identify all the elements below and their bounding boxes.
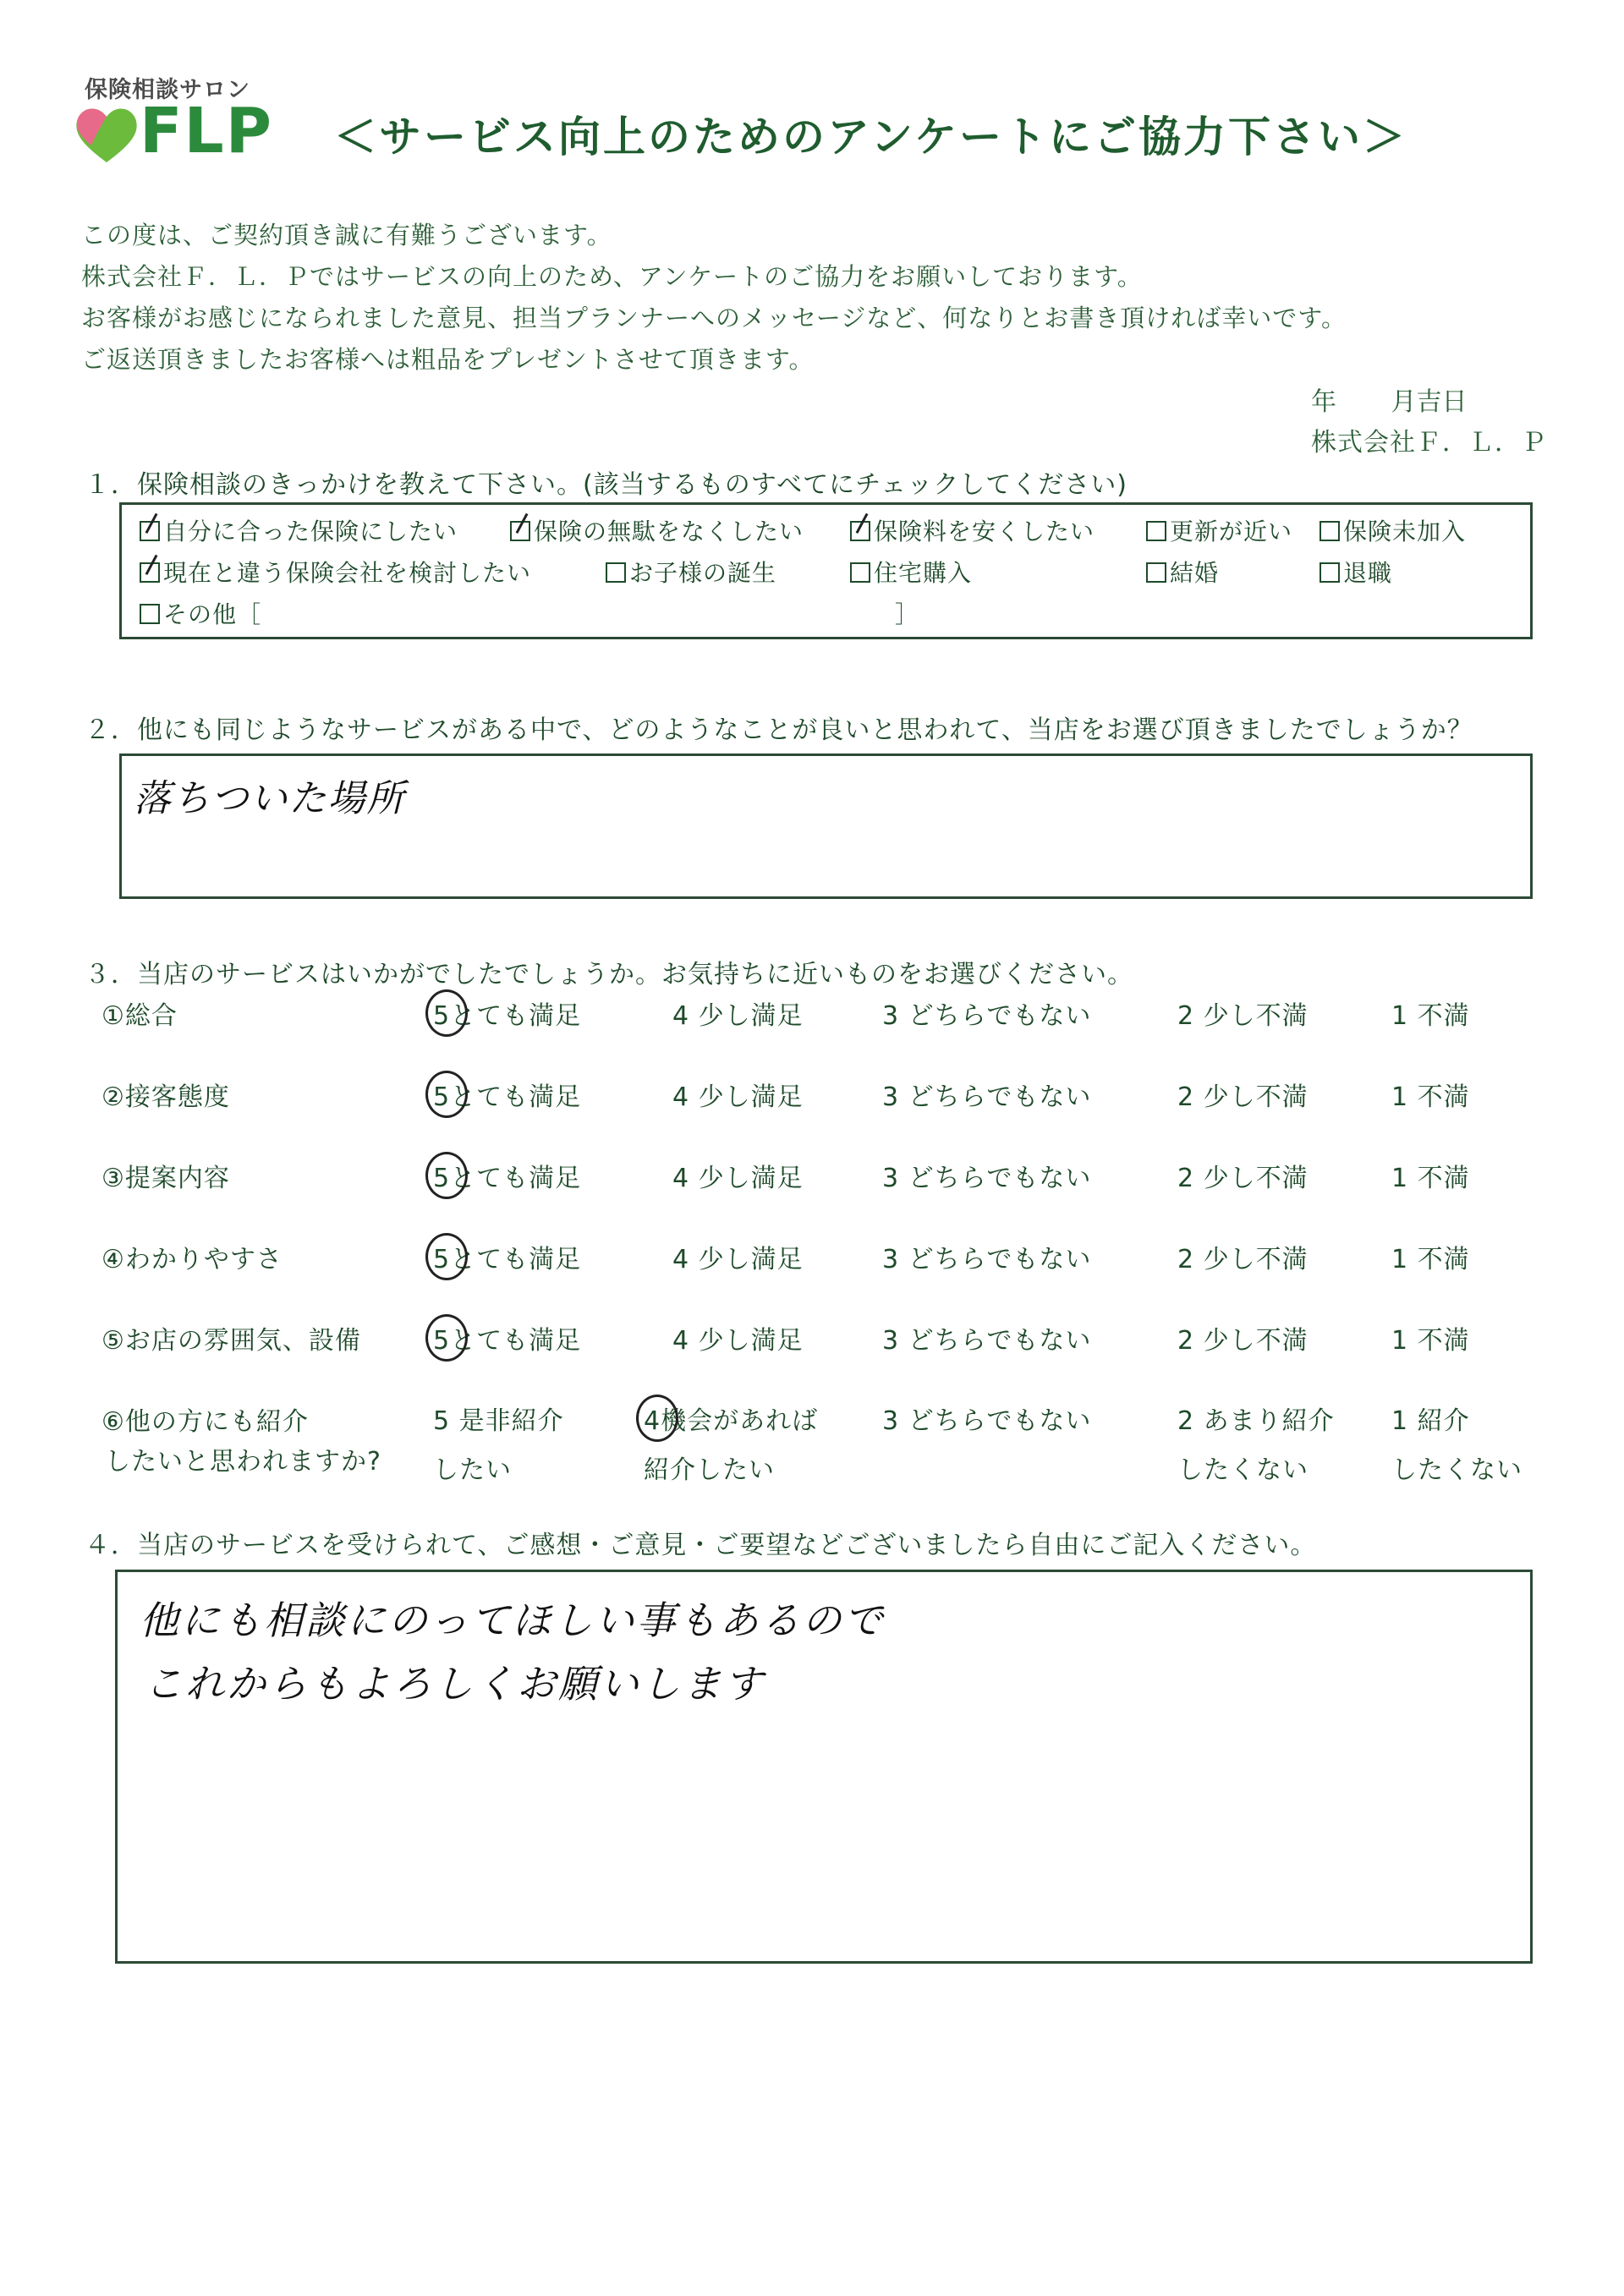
q4-handwritten-line-1: 他にも相談にのってほしい事もあるので: [140, 1597, 886, 1643]
q1-option-4[interactable]: 保険未加入: [1320, 513, 1466, 547]
q3-row-label-4: ④わかりやすさ: [102, 1245, 283, 1274]
q1-option-9[interactable]: 退職: [1320, 555, 1392, 589]
q3-row2-opt-2[interactable]: 2 少し不満: [1177, 1082, 1309, 1112]
q3-row1-opt-4[interactable]: 4 少し満足: [672, 1001, 804, 1031]
checkbox-icon[interactable]: [850, 521, 870, 541]
checkbox-icon[interactable]: [510, 521, 530, 541]
company-name: 株式会社Ｆ．Ｌ．Ｐ: [1311, 428, 1547, 458]
selection-circle-icon: [636, 1395, 678, 1442]
heart-logo-icon: [73, 103, 140, 164]
date-line: [1311, 381, 1468, 418]
q1-option-other[interactable]: その他［: [140, 596, 261, 630]
q1-option-7[interactable]: 住宅購入: [850, 555, 972, 589]
q3-row2-opt-1[interactable]: 1 不満: [1391, 1082, 1470, 1112]
q1-option-6[interactable]: お子様の誕生: [606, 555, 776, 589]
q3-row-label-1: ①総合: [102, 1001, 178, 1031]
q3-row2-opt-4[interactable]: 4 少し満足: [672, 1082, 804, 1112]
q3-row4-opt-1[interactable]: 1 不満: [1391, 1245, 1470, 1274]
q1-option-3[interactable]: 更新が近い: [1146, 513, 1292, 547]
q3-row3-opt-2[interactable]: 2 少し不満: [1177, 1164, 1309, 1193]
q1-option-8[interactable]: 結婚: [1146, 555, 1219, 589]
q3-row1-opt-5[interactable]: 5とても満足: [433, 995, 581, 1032]
date-monthday: 月吉日: [1391, 387, 1468, 417]
q3-row4-opt-2[interactable]: 2 少し不満: [1177, 1245, 1309, 1274]
q1-option-1[interactable]: 保険の無駄をなくしたい: [510, 513, 804, 547]
checkbox-icon[interactable]: [1146, 562, 1166, 583]
q3-row5-opt-3[interactable]: 3 どちらでもない: [882, 1326, 1092, 1356]
q3-row3-opt-5[interactable]: 5とても満足: [433, 1157, 581, 1194]
date-year: 年: [1311, 387, 1336, 417]
intro-line-2: 株式会社Ｆ．Ｌ．Ｐではサービスの向上のため、アンケートのご協力をお願いしております。: [81, 262, 1143, 291]
checkbox-icon[interactable]: [606, 562, 626, 583]
q3-row6-opt-3[interactable]: 3 どちらでもない: [882, 1406, 1092, 1436]
q4-handwritten-line-2: これからもよろしくお願いします: [144, 1661, 765, 1707]
q1-option-0[interactable]: 自分に合った保険にしたい: [140, 513, 458, 547]
q3-row3-opt-4[interactable]: 4 少し満足: [672, 1164, 804, 1193]
q3-row3-opt-1[interactable]: 1 不満: [1391, 1164, 1470, 1193]
q3-row-label-2: ②接客態度: [102, 1082, 230, 1112]
logo-flp: FLP: [140, 95, 273, 167]
q3-title: ３．当店のサービスはいかがでしたでしょうか。お気持ちに近いものをお選びください。: [85, 960, 1133, 989]
q1-option-2[interactable]: 保険料を安くしたい: [850, 513, 1095, 547]
checkbox-icon[interactable]: [140, 604, 160, 624]
logo-subtitle: 保険相談サロン: [85, 77, 250, 103]
q3-row1-opt-3[interactable]: 3 どちらでもない: [882, 1001, 1092, 1031]
q3-row-label-3: ③提案内容: [102, 1164, 230, 1193]
checkbox-icon[interactable]: [140, 562, 160, 583]
checkbox-icon[interactable]: [850, 562, 870, 583]
q2-handwritten-answer: 落ちついた場所: [134, 777, 406, 820]
q3-row-label-5: ⑤お店の雰囲気、設備: [102, 1326, 361, 1356]
q3-row6-label-2: したいと思われますか?: [105, 1447, 381, 1477]
q3-row4-opt-5[interactable]: 5とても満足: [433, 1238, 581, 1275]
q3-row6-opt-1[interactable]: 1 紹介 したくない: [1391, 1406, 1522, 1485]
checkbox-icon[interactable]: [1146, 521, 1166, 541]
q1-other-close: ］: [895, 600, 920, 628]
page-title: ＜サービス向上のためのアンケートにご協力下さい＞: [334, 112, 1407, 162]
q3-row6-label-1: ⑥他の方にも紹介: [102, 1407, 309, 1437]
q1-option-5[interactable]: 現在と違う保険会社を検討したい: [140, 555, 531, 589]
q3-row6-opt-2[interactable]: 2 あまり紹介 したくない: [1177, 1406, 1335, 1485]
q3-row3-opt-3[interactable]: 3 どちらでもない: [882, 1164, 1092, 1193]
q3-row4-opt-4[interactable]: 4 少し満足: [672, 1245, 804, 1274]
checkbox-icon[interactable]: [1320, 562, 1340, 583]
q3-row1-opt-1[interactable]: 1 不満: [1391, 1001, 1470, 1031]
q3-row4-opt-3[interactable]: 3 どちらでもない: [882, 1245, 1092, 1274]
q1-title: １．保険相談のきっかけを教えて下さい。(該当するものすべてにチェックしてください): [85, 470, 1127, 500]
q3-row5-opt-4[interactable]: 4 少し満足: [672, 1326, 804, 1356]
q4-title: ４．当店のサービスを受けられて、ご感想・ご意見・ご要望などございましたら自由にご記入ください。: [85, 1531, 1317, 1560]
q3-row6-opt-5[interactable]: 5 是非紹介 したい: [433, 1406, 564, 1485]
q3-row6-opt-4[interactable]: 4機会があれば 紹介したい: [644, 1400, 818, 1486]
q3-row2-opt-5[interactable]: 5とても満足: [433, 1076, 581, 1113]
q2-title: ２．他にも同じようなサービスがある中で、どのようなことが良いと思われて、当店をお選び頂きましたでしょうか？: [85, 715, 1473, 745]
selection-circle-icon: [425, 1152, 468, 1199]
q3-row1-opt-2[interactable]: 2 少し不満: [1177, 1001, 1309, 1031]
selection-circle-icon: [425, 1314, 468, 1362]
checkbox-icon[interactable]: [1320, 521, 1340, 541]
intro-line-1: この度は、ご契約頂き誠に有難うございます。: [81, 221, 612, 249]
q3-row5-opt-5[interactable]: 5とても満足: [433, 1319, 581, 1356]
selection-circle-icon: [425, 989, 468, 1037]
q3-row5-opt-1[interactable]: 1 不満: [1391, 1326, 1470, 1356]
intro-line-4: ご返送頂きましたお客様へは粗品をプレゼントさせて頂きます。: [81, 345, 815, 374]
selection-circle-icon: [425, 1071, 468, 1118]
checkbox-icon[interactable]: [140, 521, 160, 541]
selection-circle-icon: [425, 1233, 468, 1280]
q3-row5-opt-2[interactable]: 2 少し不満: [1177, 1326, 1309, 1356]
q3-row2-opt-3[interactable]: 3 どちらでもない: [882, 1082, 1092, 1112]
intro-line-3: お客様がお感じになられました意見、担当プランナーへのメッセージなど、何なりとお書き頂ければ幸いです。: [81, 304, 1347, 332]
